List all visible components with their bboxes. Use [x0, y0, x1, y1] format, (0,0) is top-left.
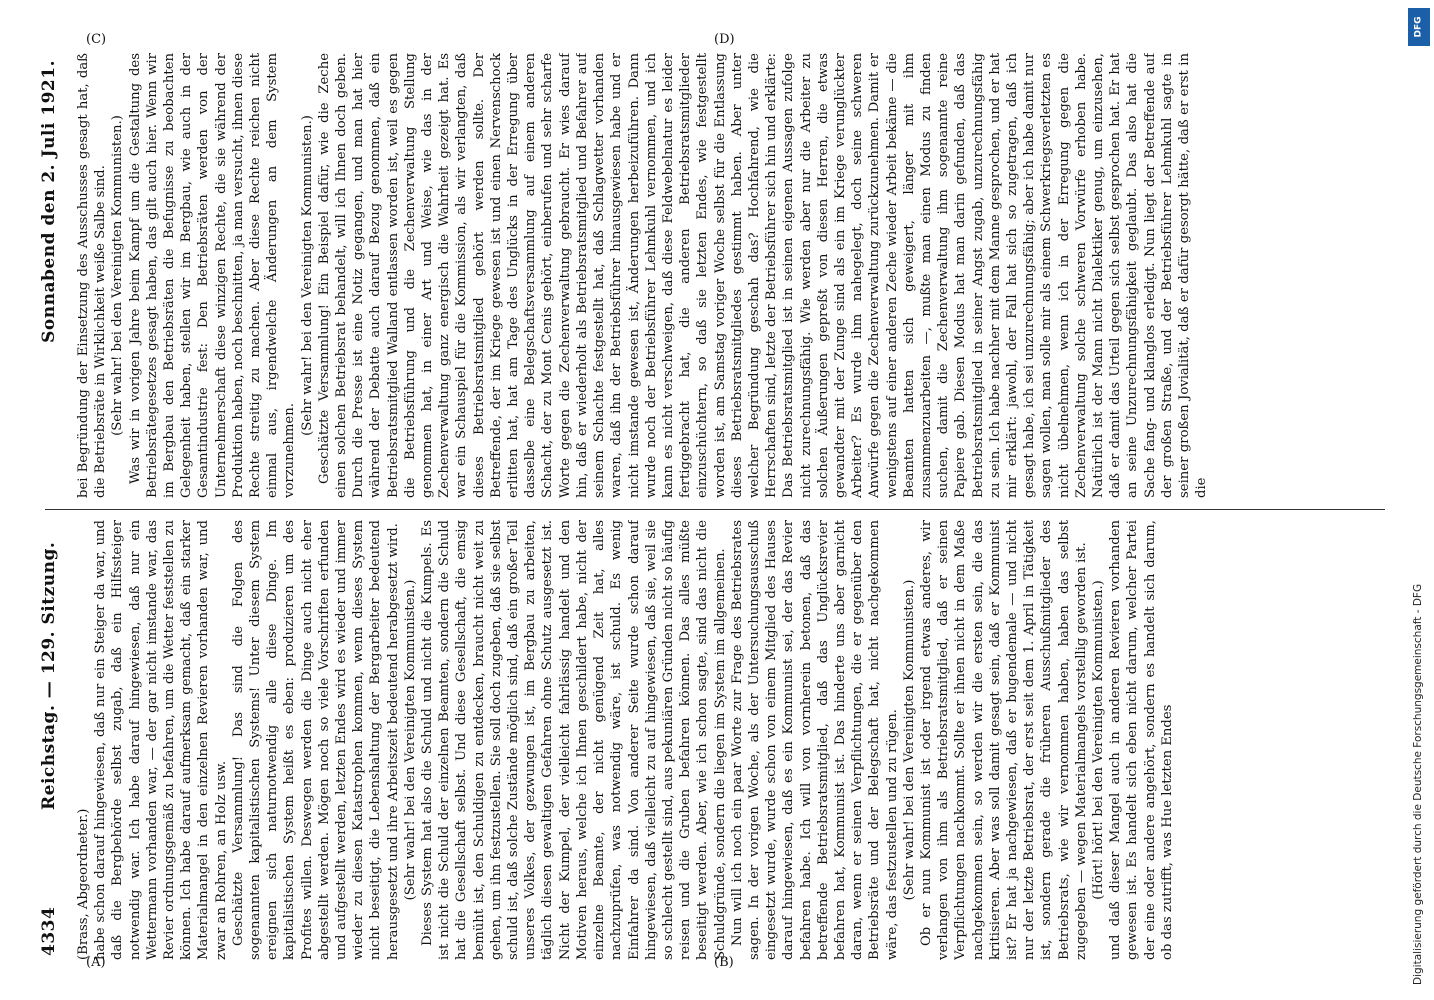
paragraph: Nun will ich noch ein paar Worte zur Frage des Betriebsrates sagen. In der vorigen Woche, als der Untersuchungsausschuß eingesetzt wurde, wurde schon von einem Mitglied des Hauses darauf hingewiesen, daß es ein Kommunist sei, der das Revier befahren habe. Ich will von vornherein betonen, daß das betreffende Betriebsratsmitglied, daß das Unglücksrevier befahren hat, Kommunist ist. Das hinderte uns aber garnicht daran, wenn er seinen Verpflichtungen, die er gegenüber den Betriebsräte und der Belegschaft hat, nicht nachgekommen wäre, das festzustellen und zu rügen. — [729, 520, 900, 960]
right-column — [75, 53, 1365, 498]
paragraph: habe schon darauf hingewiesen, daß nur ein Steiger da war, und daß die Bergbehörde selbst zugab, daß ein Hilfssteiger notwendig war. Ich habe darauf hingewiesen, daß nur ein Wettermann vorhanden war, — der gar nicht imstande war, das Revier ordnungsgemäß zu befahren, um die Wetter feststellen zu können. Ich habe darauf aufmerksam gemacht, daß ein starker Materialmangel in den einzelnen Revieren vorhanden war, und zwar an Rohren, an Holz usw. — [93, 520, 229, 960]
margin-letter-c: (C) — [86, 32, 107, 47]
dfg-logo-icon — [1408, 8, 1430, 46]
paragraph: Dieses System hat also die Schuld und nicht die Kumpels. Es ist nicht die Schuld der einzelnen Beamten, sondern die Schuld hat die Gesellschaft selbst. Und diese Gesellschaft, die emsig bemüht ist, den Schuldigen zu entdecken, braucht nicht weit zu gehen, um ihn festzustellen. Sie soll doch zugeben, daß sie selbst schuld ist, daß solche Zustände möglich sind, daß ein großer Teil unseres Volkes, der gezwungen ist, im Bergbau zu arbeiten, täglich diesen gewaltigen Gefahren ohne Schutz ausgesetzt ist. Nicht der Kumpel, der vielleicht fahrlässig handelt und den Motiven heraus, welche ich Ihnen geschildert habe, nicht der einzelne Beamte, der nicht genügend Zeit hat, alles nachzuprüfen, was notwendig wäre, ist schuld. Es wenig Einfahrer da sind. Von anderer Seite wurde schon darauf hingewiesen, daß vielleicht zu auf hingewiesen, daß sie, weil sie so schlecht gestellt sind, aus pekuniären Gründen nicht so häufig reisen und die Gruben befahren können. Das alles müßte beseitigt werden. Aber, wie ich schon sagte, sind das nicht die Schuldgründe, sondern die liegen im System im allgemeinen. — [420, 520, 728, 960]
paragraph: bei Begründung der Einsetzung des Ausschusses gesagt hat, daß die Betriebsräte in Wirklichkeit weiße Salbe sind. — [76, 53, 109, 498]
paragraph: und daß dieser Mangel auch in anderen Revieren vorhanden gewesen ist. Es handelt sich eben nicht darum, welcher Partei der eine oder andere angehört, sondern es handelt sich darum, ob das zutrifft, was Hue letzten Endes — [1108, 520, 1175, 960]
page-number: 4334 — [39, 906, 59, 956]
document-page — [35, 50, 1395, 960]
digitization-credit: Digitalisierung gefördert durch die Deutsche Forschungsgemeinschaft - DFG — [1412, 583, 1424, 985]
interjection: (Sehr wahr! bei den Vereinigten Kommunisten.) — [110, 115, 126, 436]
running-header — [35, 50, 65, 960]
paragraph: Ob er nun Kommunist ist oder irgend etwas anderes, wir verlangen von ihm als Betriebsratsmitglied, daß er seinen Verpflichtungen nachkommt. Sollte er ihnen nicht in dem Maße nachgekommen sein, so werden wir die ersten sein, die das kritisieren. Aber was soll damit gesagt sein, daß er Kommunist ist? Er hat ja nachgewiesen, daß er bugendemale — und nicht nur der letzte Betriebsrat, der erst seit dem 1. April in Tätigkeit ist, sondern gerade die früheren Ausschußmitglieder des Betriebsrats, wie wir vernommen haben, haben das selbst zugegeben — wegen Materialmangels vorstellig geworden ist. — [918, 520, 1089, 960]
paragraph: Was wir in vorigen Jahre beim Kampf um die Gestaltung des Betriebsrätegesetzes gesagt haben, das gilt auch hier. Wenn wir im Bergbau den Betriebsräten die Befugnisse zu beobachten Gelegenheit haben, stellen wir im Bergbau, wie auch in der Gesamtindustrie fest: Den Betriebsräten werden von der Unternehmerschaft diese winzigen Rechte, die sie während der Produktion haben, noch beschnitten, ja man versucht, ihnen diese Rechte streitig zu machen. Aber diese Rechte reichen nicht einmal aus, irgendwelche Änderungen an dem System vorzunehmen. — [127, 53, 298, 498]
paragraph: Geschätzte Versammlung! Das sind die Folgen des sogenannten kapitalistischen Systems! Unter diesem System ereignen sich naturnotwendig alle diese Dinge. Im kapitalistischen System heißt es eben: produzieren um des Profites willen. Deswegen werden die Dinge auch nicht eher abgestellt werden. Mögen noch so viele Vorschriften erfunden und aufgestellt werden, letzten Endes wird es wieder und immer wieder zu diesen Katastrophen kommen, wenn dieses System nicht beseitigt, die Lebenshaltung der Bergarbeiter bedeutend herausgesetzt und ihre Arbeitszeit bedeutend herabgesetzt wird. — [230, 520, 401, 960]
speaker-line: (Brass, Abgeordneter.) — [76, 808, 91, 960]
margin-letter-b: (B) — [714, 955, 734, 970]
interjection: (Sehr wahr! bei den Vereinigten Kommunisten.) — [901, 579, 917, 901]
interjection: (Sehr wahr! bei den Vereinigten Kommunisten.) — [402, 579, 418, 901]
paragraph: Geschätzte Versammlung! Ein Beispiel dafür, wie die Zeche einen solchen Betriebsrat behandelt, will ich Ihnen doch geben. Durch die Presse ist eine Notiz gegangen, und man hat hier während der Debatte auch darauf Bezug genommen, daß ein Betriebsratsmitglied Walland entlassen worden ist, weil es gegen die Betriebsführung und die Zechenverwaltung Stellung genommen hat, in einer Art und Weise, wie das in der Zechenverwaltung ganz energisch die Wahrheit gezeigt hat. Es war ein Schauspiel für die Kommission, als wir verlangten, daß dieses Betriebsratsmitglied gehört werden sollte. Der Betreffende, der im Kriege gewesen ist und einen Nervenschock erlitten hat, hat am Tage des Unglücks in der Erregung über dasselbe eine Belegschaftsversammlung auf einem anderen Schacht, der zu Mont Cenis gehört, einberufen und sehr scharfe Worte gegen die Zechenverwaltung gebraucht. Er wies darauf hin, daß er wiederholt als Betriebsratsmitglied und Befahrer auf seinem Schachte festgestellt hat, daß Schlagwetter vorhanden waren, daß ihn der Betriebsführer hinausgewiesen habe und er nicht imstande gewesen ist, Änderungen herbeizuführen. Dann wurde noch der Betriebsführer Lehmkuhl vernommen, und ich kann es nicht verschweigen, daß diese Feldwebelnatur es leider fertiggebracht hat, die anderen Betriebsratsmitglieder einzuschüchtern, so daß sie letzten Endes, wie festgestellt worden ist, am Samstag voriger Woche selbst für die Entlassung dieses Betriebsratsmitgliedes gestimmt haben. Aber unter welcher Begründung geschah das? Hochfahrend, wie die Herrschaften sind, letzte der Betriebsführer sich hin und erklärte: Das Betriebsratsmitglied ist in seinen eigenen Aussagen zufolge nicht zurechnungsfähig. Wie werden aber nur die Arbeiter zu solchen Äußerungen gepreßt von diesen Herren, die etwas gewandter mit der Zunge sind als ein im Kriege verunglückter Arbeiter? Es wurde ihm nahegelegt, doch seine schweren Anwürfe gegen die Zechenverwaltung zurückzunehmen. Damit er wenigstens auf einer anderen Zeche wieder Arbeit bekäme — die Beamten hatten sich geweigert, länger mit ihm zusammenzuarbeiten —, mußte man einen Modus zu finden suchen, damit die Zechenverwaltung ihm sogenannte reine Papiere gab. Diesen Modus hat man darin gefunden, daß das Betriebsratsmitglied in seiner Angst zugab, unzurechnungsfähig zu sein. Ich habe nachher mit dem Manne gesprochen, und er hat mir erklärt: jawohl, der Fall hat sich so zugetragen, daß ich gesagt habe, ich sei unzurechnungsfähig; aber ich habe damit nur sagen wollen, man solle mir als einem Schwerkriegsverletzten es nicht übelnehmen, wenn ich in der Erregung gegen die Zechenverwaltung solche schweren Vorwürfe erhoben habe. Natürlich ist der Mann nicht Dialektiker genug, um einzusehen, daß er damit das Urteil gegen sich selbst gesprochen hat. Er hat an seine Unzurechnungsfähigkeit geglaubt. Das also hat die Sache fang- und klanglos erledigt. Nun liegt der Betreffende auf der großen Straße, und der Betriebsführer Lehmkuhl sagte in seiner großen Jovialität, daß er dafür gesorgt hätte, daß er erst in die — [316, 53, 1210, 498]
interjection: (Sehr wahr! bei den Vereinigten Kommunisten.) — [299, 115, 315, 436]
header-right-title: Sonnabend den 2. Juli 1921. — [39, 60, 59, 343]
dfg-logo-text: DFG — [1413, 16, 1424, 38]
left-column — [75, 520, 1365, 960]
header-left-title: Reichstag. — 129. Sitzung. — [39, 541, 59, 810]
column-divider — [45, 509, 1385, 510]
interjection: (Hört! hört! bei den Vereinigten Kommunisten.) — [1090, 580, 1106, 900]
margin-letter-a: (A) — [86, 955, 106, 970]
margin-letter-d: (D) — [714, 32, 735, 47]
